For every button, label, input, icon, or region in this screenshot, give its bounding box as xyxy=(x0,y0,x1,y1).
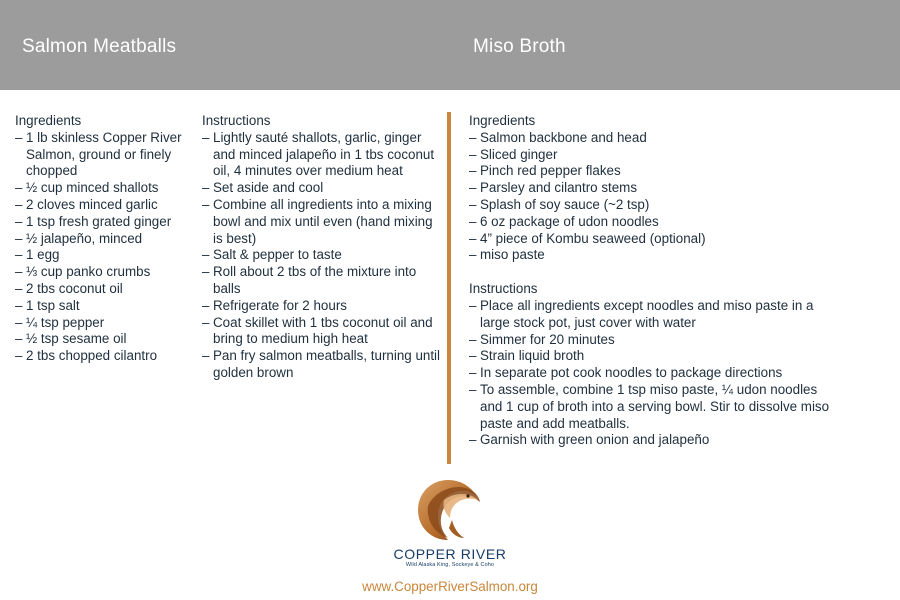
recipe-title-meatballs: Salmon Meatballs xyxy=(22,36,177,57)
instruction-step: – In separate pot cook noodles to package directions xyxy=(469,365,839,382)
header-bar xyxy=(0,0,900,90)
ingredient-item: – ½ jalapeño, minced xyxy=(15,231,193,248)
ingredient-item: – 6 oz package of udon noodles xyxy=(469,214,839,231)
instruction-step: – Garnish with green onion and jalapeño xyxy=(469,432,839,449)
meatballs-instructions-list xyxy=(202,130,445,382)
instruction-step: – Place all ingredients except noodles and miso paste in a large stock pot, just cover with water xyxy=(469,298,839,332)
ingredient-item: – ⅓ cup panko crumbs xyxy=(15,264,193,281)
website-link[interactable]: www.CopperRiverSalmon.org xyxy=(362,579,538,594)
ingredient-item: – 4” piece of Kombu seaweed (optional) xyxy=(469,231,839,248)
ingredient-item: – ¼ tsp pepper xyxy=(15,315,193,332)
instruction-step: – Pan fry salmon meatballs, turning until golden brown xyxy=(202,348,445,382)
instruction-step: – Roll about 2 tbs of the mixture into balls xyxy=(202,264,445,298)
meatballs-ingredients-heading: Ingredients xyxy=(15,113,82,128)
ingredient-item: – 2 tbs chopped cilantro xyxy=(15,348,193,365)
brand-name: COPPER RIVER xyxy=(393,546,507,562)
ingredient-item: – miso paste xyxy=(469,247,839,264)
ingredient-item: – ½ cup minced shallots xyxy=(15,180,193,197)
instruction-step: – Coat skillet with 1 tbs coconut oil and bring to medium high heat xyxy=(202,315,445,349)
ingredient-item: – ½ tsp sesame oil xyxy=(15,331,193,348)
ingredient-item: – Sliced ginger xyxy=(469,147,839,164)
ingredient-item: – Pinch red pepper flakes xyxy=(469,163,839,180)
instruction-step: – Strain liquid broth xyxy=(469,348,839,365)
meatballs-ingredients-section xyxy=(15,113,193,365)
ingredient-item: – 1 egg xyxy=(15,247,193,264)
ingredient-item: – 2 cloves minced garlic xyxy=(15,197,193,214)
salmon-logo-icon xyxy=(414,476,482,544)
broth-instructions-list xyxy=(469,298,839,449)
instruction-step: – Lightly sauté shallots, garlic, ginger and minced jalapeño in 1 tbs coconut oil, 4 minutes over medium heat xyxy=(202,130,445,180)
ingredient-item: – Splash of soy sauce (~2 tsp) xyxy=(469,197,839,214)
column-divider xyxy=(447,112,451,464)
ingredient-item: – Salmon backbone and head xyxy=(469,130,839,147)
instruction-step: – Salt & pepper to taste xyxy=(202,247,445,264)
ingredient-item: – 1 tsp salt xyxy=(15,298,193,315)
recipe-title-broth: Miso Broth xyxy=(473,36,566,57)
broth-ingredients-list xyxy=(469,130,839,264)
ingredient-item: – 1 lb skinless Copper River Salmon, ground or finely chopped xyxy=(15,130,193,180)
meatballs-ingredients-list xyxy=(15,130,193,365)
brand-tagline: Wild Alaska King, Sockeye & Coho xyxy=(405,562,495,568)
instruction-step: – Simmer for 20 minutes xyxy=(469,332,839,349)
meatballs-instructions-section xyxy=(202,113,445,382)
ingredient-item: – 1 tsp fresh grated ginger xyxy=(15,214,193,231)
instruction-step: – To assemble, combine 1 tsp miso paste, ¼ udon noodles and 1 cup of broth into a serving bowl. Stir to dissolve miso paste and add meatballs. xyxy=(469,382,839,432)
ingredient-item: – 2 tbs coconut oil xyxy=(15,281,193,298)
instruction-step: – Combine all ingredients into a mixing bowl and mix until even (hand mixing is best) xyxy=(202,197,445,247)
instruction-step: – Refrigerate for 2 hours xyxy=(202,298,445,315)
broth-ingredients-heading: Ingredients xyxy=(469,113,536,128)
broth-instructions-heading: Instructions xyxy=(469,281,538,297)
ingredient-item: – Parsley and cilantro stems xyxy=(469,180,839,197)
instruction-step: – Set aside and cool xyxy=(202,180,445,197)
meatballs-instructions-heading: Instructions xyxy=(202,113,271,128)
broth-section xyxy=(469,113,839,449)
